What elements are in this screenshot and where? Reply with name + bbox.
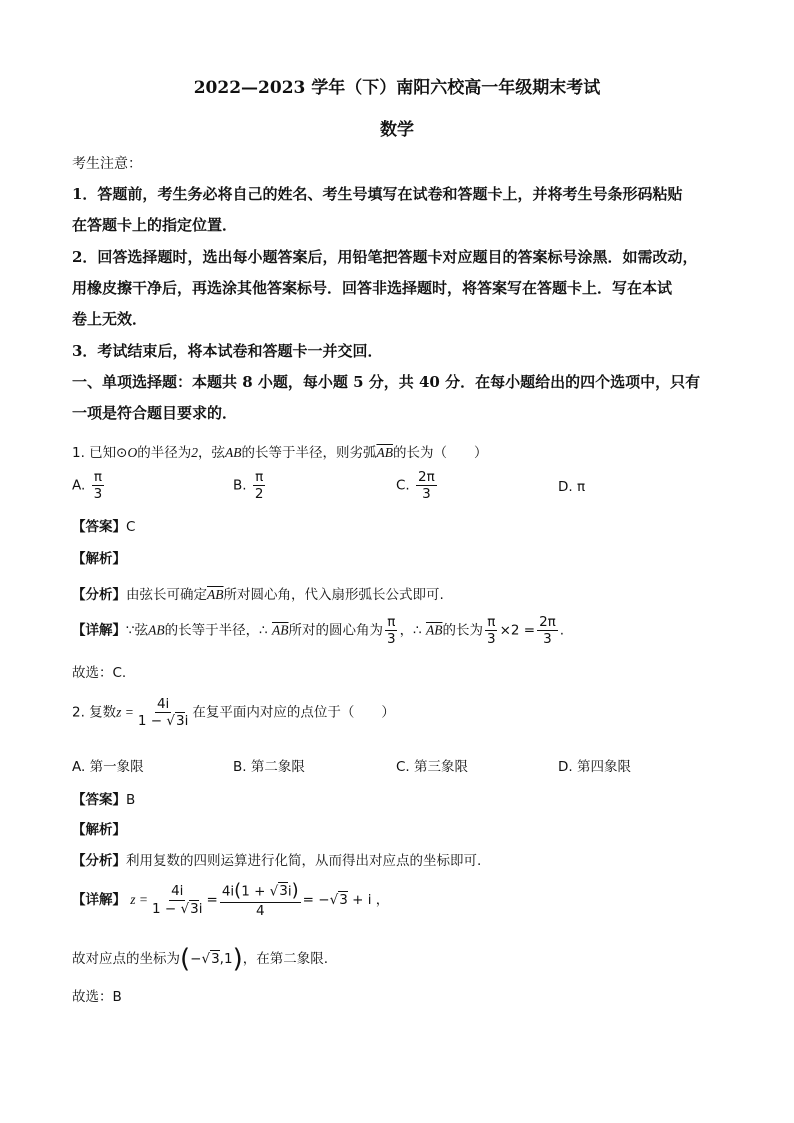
notice-line-6: 3．考试结束后，将本试卷和答题卡一并交回． xyxy=(72,342,383,360)
q2-option-a: A. 第一象限 xyxy=(72,759,144,775)
q1-option-d: D. π xyxy=(558,479,586,495)
q2-option-c: C. 第三象限 xyxy=(396,759,469,775)
exam-title: 2022—2023 学年（下）南阳六校高一年级期末考试 xyxy=(193,78,601,98)
q1-option-b: B. $\frac{\pi}{2}$ xyxy=(233,469,264,503)
section-heading-line-2: 一项是符合题目要求的． xyxy=(72,404,238,422)
q1-option-c: C. $\frac{2\pi}{3}$ xyxy=(396,469,435,503)
q2-select: 故选：B xyxy=(72,989,122,1005)
q1-analysis-tag: 【解析】 xyxy=(72,551,126,567)
q2-fenxi: 【分析】利用复数的四则运算进行化简，从而得出对应点的坐标即可. xyxy=(72,853,482,869)
q1-fenxi: 【分析】由弦长可确定$\overline{AB}$所对圆心角，代入扇形弧长公式即可. xyxy=(72,587,444,603)
q2-stem: 2. 复数z = $\frac{4i}{1 - √3i}$ 在复平面内对应的点位于（ ） xyxy=(72,696,395,730)
exam-subject: 数学 xyxy=(380,120,414,140)
q2-answer: 【答案】B xyxy=(72,792,136,808)
notice-line-4: 用橡皮擦干净后，再选涂其他答案标号．回答非选择题时，将答案写在答题卡上．写在本试 xyxy=(72,279,673,297)
q1-stem: 1. 已知⊙O的半径为2，弦AB的长等于半径，则劣弧$\overline{AB}$的长为（ ） xyxy=(72,445,488,461)
q1-answer: 【答案】C xyxy=(72,519,136,535)
q2-option-b: B. 第二象限 xyxy=(233,759,305,775)
q2-xiangjie: 【详解】 z = $\frac{4i}{1 - √3i}$ = $\frac{4i(1 + √3i)}{4}$ = −√3 + i ， xyxy=(72,880,390,919)
notice-line-1: 1．答题前，考生务必将自己的姓名、考生号填写在试卷和答题卡上，并将考生号条形码粘贴 xyxy=(72,185,683,203)
notice-heading: 考生注意： xyxy=(72,156,142,172)
q2-coordinate: 故对应点的坐标为(−√3,1)，在第二象限. xyxy=(72,944,329,974)
section-heading-line-1: 一、单项选择题：本题共 8 小题，每小题 5 分，共 40 分．在每小题给出的四个选项中，只有 xyxy=(72,373,701,391)
q1-option-a: A. $\frac{\pi}{3}$ xyxy=(72,469,103,503)
q1-select: 故选：C. xyxy=(72,665,127,681)
notice-line-2: 在答题卡上的指定位置． xyxy=(72,216,238,234)
q1-xiangjie: 【详解】∵弦AB的长等于半径，∴ $\overline{AB}$所对的圆心角为 $\frac{\pi}{3}$ ，∴ $\overline{AB}$的长为 $\frac{\pi}{3}$ ×2 = $\frac{2\pi}{3}$ . xyxy=(72,614,565,648)
q2-option-d: D. 第四象限 xyxy=(558,759,631,775)
q2-analysis-tag: 【解析】 xyxy=(72,822,126,838)
notice-line-3: 2．回答选择题时，选出每小题答案后，用铅笔把答题卡对应题目的答案标号涂黑．如需改动， xyxy=(72,248,698,266)
notice-line-5: 卷上无效． xyxy=(72,310,148,328)
